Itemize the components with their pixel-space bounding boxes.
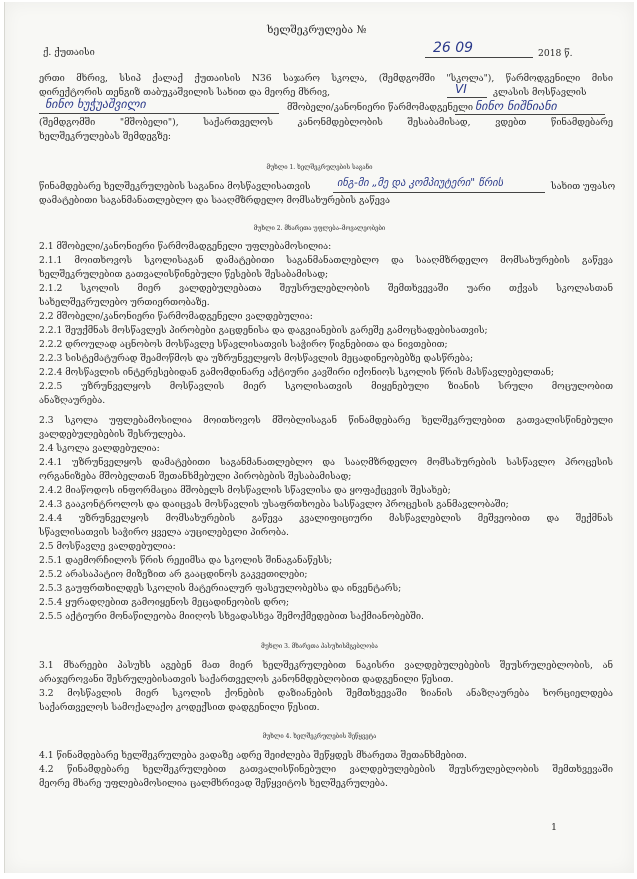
section-2-2: 2.2 მშობელი/კანონიერი წარმომადგენელი ვალდებულია: [39, 311, 313, 322]
handwritten-club-name: ინგ-მი „მე და კომპიუტერი" წრის [337, 177, 504, 189]
clause-2-1-1a: 2.1.1 მოითხოვოს სკოლისაგან დამატებითი საგანმანათლებლო და სააღმზრდელო მომსახურების გაწევა [39, 255, 613, 266]
article-1-line-2: დამატებითი საგანმანათლებლო და სააღმზრდელო მომსახურების გაწევა [39, 195, 390, 206]
clause-2-5-4: 2.5.4 ყურადღებით გამოიყენოს მეცადინეობის დრო; [39, 597, 290, 608]
date-year: 2018 წ. [538, 48, 573, 59]
article-1-heading: მუხლი 1. ხელშეკრულების საგანი [266, 164, 373, 171]
grade-underline [447, 97, 487, 98]
article-3-line-4: საქართველოს სამოქალაქო კოდექსით დადგენილი წესით. [39, 702, 320, 713]
clause-2-4-4a: 2.4.4 უზრუნველყოს მომსახურების გაწევა კვალიფიციური მასწავლებლის მეშვეობით და შექმნას [39, 513, 613, 524]
pupil-underline [39, 113, 279, 114]
clause-2-2-2: 2.2.2 დროულად აცნობოს მოსწავლე სწავლისათვის საჭირო წიგნებითა და ნივთებით; [39, 339, 448, 350]
contract-title: ხელშეკრულება № [267, 24, 367, 36]
clause-2-4-1b: ორგანიზება მშობელთან შეთანხმებული პირობების შესაბამისად; [39, 471, 352, 482]
article-3-heading: მუხლი 3. მხარეთა პასუხისმგებლობა [261, 643, 378, 650]
clause-2-4-4b: სწავლისათვის საჭირო ყველა აუცილებელი პირობა. [39, 527, 289, 538]
clause-2-3a: 2.3 სკოლა უფლებამოსილია მოითხოვოს მშობლისაგან წინამდებარე ხელშეკრულებით გათვალისწინებული [39, 415, 613, 426]
clause-2-4-1a: 2.4.1 უზრუნველყოს დამატებითი საგანმანათლებლო და სააღმზრდელო მომსახურების სასწავლო პროცესის [39, 457, 613, 468]
article-4-line-1: 4.1 წინამდებარე ხელშეკრულება ვადაზე ადრე შეიძლება შეწყდეს მხარეთა შეთანხმებით. [39, 750, 467, 761]
clause-2-1-2b: სახელშეკრულებო ურთიერთობაზე. [39, 297, 210, 308]
handwritten-grade: VI [455, 82, 467, 96]
page-number: 1 [551, 822, 558, 833]
clause-2-5-1: 2.5.1 დაემორჩილოს წრის რეჟიმსა და სკოლის შინაგანაწესს; [39, 555, 333, 566]
clause-2-5-2: 2.5.2 არასაპატიო მიზეზით არ გააცდინოს გაკვეთილები; [39, 569, 308, 580]
article-3-line-2: არაჯეროვანი შესრულებისათვის საქართველოს კანონმდებლობით დადგენილი წესით. [39, 674, 454, 685]
article-2-heading: მუხლი 2. მხარეთა უფლება–მოვალეობები [253, 225, 386, 232]
intro-line-4: (შემდგომში "მშობელი"), საქართველოს კანონმდებლობის შესაბამისად, ვდებთ წინამდებარე [39, 117, 613, 128]
clause-2-2-1: 2.2.1 შეუქმნას მოსწავლეს პირობები გაცდენისა და დაგვიანების გარეშე გამოცხადებისათვის; [39, 325, 488, 336]
article-4-line-2: 4.2 წინამდებარე ხელშეკრულებით გათვალისწინებული ვალდებულებების შეუსრულებლობის შემთხვევაში [39, 764, 613, 775]
section-2-1: 2.1 მშობელი/კანონიერი წარმომადგენელი უფლებამოსილია: [39, 241, 332, 252]
clause-2-2-5a: 2.2.5 უზრუნველყოს მოსწავლის მიერ სკოლისათვის მიყენებული ზიანის სრული მოცულობით [39, 381, 613, 392]
article-4-line-3: მეორე მხარე უფლებამოსილია ცალმხრივად შეწყვიტოს ხელშეკრულება. [39, 778, 388, 789]
article-1-line-1b: სახით უფასო [551, 181, 616, 192]
article-3-line-1: 3.1 მხარეები პასუხს აგებენ მათ მიერ ხელშეკრულებით ნაკისრი ვალდებულებების შეუსრულებლობის, ან [39, 660, 613, 671]
section-2-4: 2.4 სკოლა ვალდებულია: [39, 443, 160, 454]
article-4-heading: მუხლი 4. ხელშეკრულების შეწყვეტა [262, 733, 377, 740]
intro-line-3: მშობელი/კანონიერი წარმომადგენელი [287, 102, 474, 113]
intro-line-5: ხელშეკრულებას შემდეგზე: [39, 131, 171, 142]
section-2-5: 2.5 მოსწავლე ვალდებულია: [39, 541, 176, 552]
city-label: ქ. ქუთაისი [43, 47, 95, 58]
intro-line-2b: კლასის მოსწავლის [493, 87, 587, 98]
handwritten-date: 26 09 [433, 40, 474, 56]
clause-2-4-3: 2.4.3 გააკონტროლოს და დაიცვას მოსწავლის უსაფრთხოება სასწავლო პროცესის განმავლობაში; [39, 499, 509, 510]
clause-2-4-2: 2.4.2 მიაწოდოს ინფორმაცია მშობელს მოსწავლის სწავლისა და ყოფაქცევის შესახებ; [39, 485, 451, 496]
clause-2-5-5: 2.5.5 აქტიური მონაწილეობა მიიღოს სხვადასხვა შემოქმედებით საქმიანობებში. [39, 611, 424, 622]
document-page [4, 2, 634, 873]
clause-2-3b: ვალდებულებების შესრულება. [39, 429, 186, 440]
intro-line-1: ერთი მხრივ, სსიპ ქალაქ ქუთაისის N36 საჯარო სკოლა, (შემდგომში "სკოლა"), წარმოდგენილი მისი [39, 73, 613, 84]
clause-2-1-2a: 2.1.2 სკოლის მიერ ვალდებულებათა შეუსრულებლობის შემთხვევაში უარი თქვას სკოლასთან [39, 283, 613, 294]
date-underline [425, 57, 533, 58]
clause-2-2-3: 2.2.3 სისტემატურად შეამოწმოს და უზრუნველყოს მოსწავლის მეცადინეობებზე დასწრება; [39, 353, 474, 364]
clause-2-5-3: 2.5.3 გაუფრთხილდეს სკოლის მატერიალურ ფასეულობებსა და ინვენტარს; [39, 583, 402, 594]
clause-2-1-1b: ხელშეკრულებით გათვალისწინებული წესების შესაბამისად; [39, 269, 329, 280]
article-3-line-3: 3.2 მოსწავლის მიერ სკოლის ქონების დაზიანების შემთხვევაში ზიანის ანაზღაურება ხორციელდება [39, 688, 613, 699]
parent-underline [455, 114, 605, 115]
clause-2-2-5b: ანაზღაურება. [39, 395, 106, 406]
handwritten-pupil-name: ნინო ხუჭუაშვილი [45, 97, 146, 111]
clause-2-2-4: 2.2.4 მოსწავლის ინტერესებიდან გამომდინარე აქტიური კავშირი იქონიოს სკოლის წრის მასწავლებელთან; [39, 367, 554, 378]
handwritten-parent-name: ნინო ნიშნიანი [475, 99, 557, 113]
club-underline [333, 192, 545, 193]
article-1-line-1a: წინამდებარე ხელშეკრულების საგანია მოსწავლისათვის [39, 181, 311, 192]
intro-line-2a: დირექტორის თენგიზ თაბუკაშვილის სახით და მეორე მხრივ, [39, 87, 331, 98]
